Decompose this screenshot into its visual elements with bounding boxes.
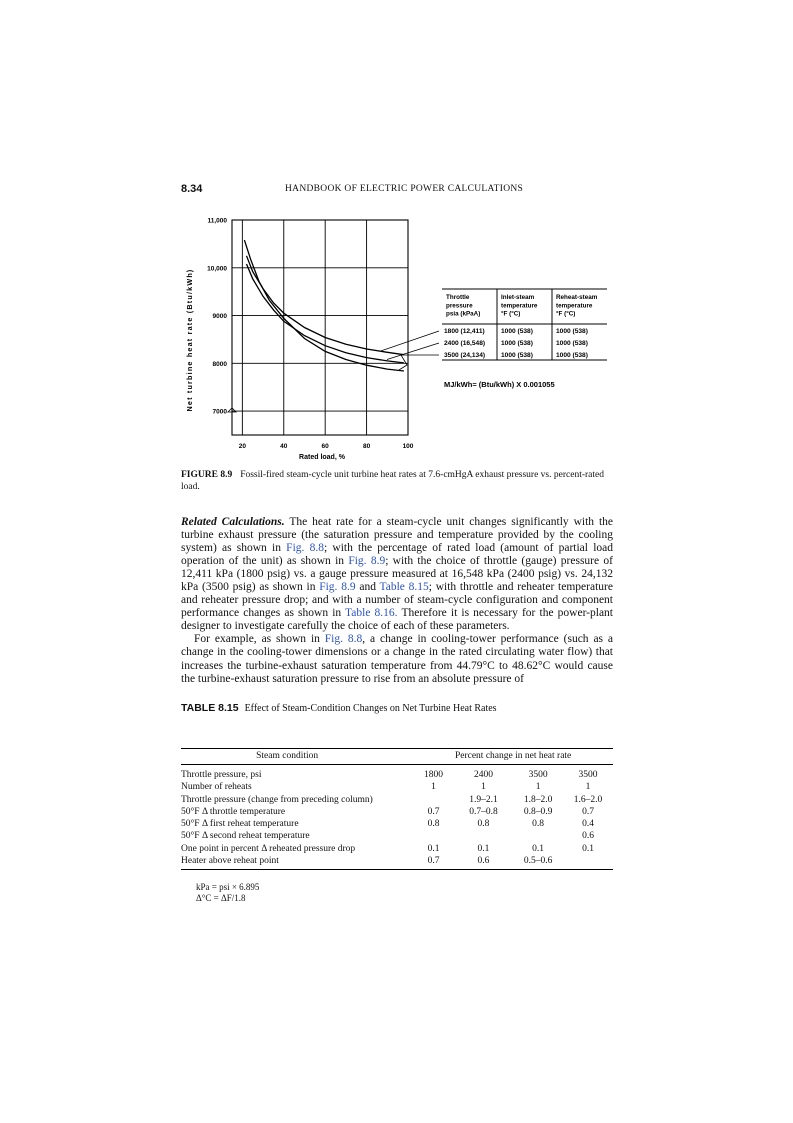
row-value: [563, 855, 613, 870]
row-value: [513, 830, 563, 842]
x-tick-label: 40: [280, 443, 288, 450]
row-value: 0.1: [477, 843, 490, 854]
row-label: One point in percent Δ reheated pressure drop: [181, 843, 356, 854]
legend-cell: 1800 (12,411): [444, 328, 485, 335]
row-value: 0.8: [427, 819, 440, 830]
text-run: ; with the percentage of rated load (amount of partial load operation of the unit) as shown in: [181, 542, 613, 568]
row-value: 1: [535, 782, 541, 793]
table-row: [181, 806, 613, 818]
row-value: 0.7–0.8: [469, 806, 498, 817]
link-table-8-16[interactable]: Table 8.16.: [345, 607, 398, 620]
legend-header: Reheat-steam temperature °F (°C): [556, 294, 598, 318]
row-value: 0.6: [582, 831, 594, 842]
heat-rate-figure: [175, 205, 615, 470]
x-tick-label: 80: [362, 443, 371, 450]
legend-cell: 1000 (538): [501, 328, 533, 335]
row-value: 1.8–2.0: [523, 794, 553, 805]
leader-line: [381, 331, 439, 351]
page-number: 8.34: [181, 183, 203, 195]
running-title: HANDBOOK OF ELECTRIC POWER CALCULATIONS: [285, 184, 524, 194]
text-run: ; with throttle and reheater temperature and reheater pressure drop; and with a number of steam-cycle configuration and component performance changes as shown in: [181, 581, 613, 620]
plot-area: [207, 218, 414, 451]
leader-line: [399, 355, 439, 370]
paragraph-2: [181, 633, 613, 685]
table-note: Δ°C = ΔF/1.8: [196, 893, 246, 903]
legend-cell: 1000 (538): [501, 352, 533, 359]
row-value: 3500: [528, 770, 548, 780]
table-header-steam-condition: Steam condition: [181, 749, 413, 765]
legend-cell: 3500 (24,134): [444, 352, 486, 359]
paragraph-1: [181, 516, 613, 633]
y-tick-label: 7000: [212, 408, 227, 416]
row-label: 50°F Δ throttle temperature: [181, 806, 286, 817]
row-value: 0.8: [532, 819, 545, 830]
y-axis-label: Net turbine heat rate (Btu/kWh): [185, 268, 194, 412]
y-tick-label: 8000: [212, 360, 227, 368]
row-label: 50°F Δ first reheat temperature: [181, 819, 299, 830]
row-value: 0.8–0.9: [523, 806, 553, 817]
legend-cell: 1000 (538): [556, 340, 588, 347]
table-row: [181, 843, 613, 855]
table-title: [181, 702, 497, 714]
table-row: [181, 855, 613, 870]
legend-cell: 1000 (538): [556, 328, 588, 335]
row-value: 0.8: [477, 819, 490, 830]
table-row: [181, 830, 613, 842]
table-label: TABLE 8.15: [181, 702, 239, 714]
row-value: 1: [431, 782, 436, 793]
row-label: Heater above reheat point: [181, 856, 279, 867]
row-value: 0.1: [427, 843, 440, 854]
y-tick-label: 9000: [212, 313, 227, 321]
row-value: 2400: [473, 770, 493, 780]
x-tick-label: 100: [402, 443, 414, 450]
row-value: 0.5–0.6: [523, 856, 553, 867]
row-value: 1.6–2.0: [573, 794, 603, 805]
text-run: , a change in cooling-tower performance (such as a change in the cooling-tower dimensions or a change in the rated circulating water flow) that increases the turbine-exhaust saturation temperature from 44.79°C to 48.62°C would cause the turbine-exhaust saturation pressure to rise from an absolute pressure of: [181, 633, 614, 685]
row-value: 0.7: [427, 856, 440, 867]
legend-cell: 1000 (538): [501, 340, 533, 347]
link-fig-8-8[interactable]: Fig. 8.8: [324, 633, 363, 646]
legend-header: Inlet-steam temperature °F (°C): [501, 294, 538, 318]
figure-caption-text: Fossil-fired steam-cycle unit turbine heat rates at 7.6-cmHgA exhaust pressure vs. percent-rated load.: [181, 470, 604, 492]
link-fig-8-9[interactable]: Fig. 8.9: [319, 581, 356, 594]
legend-header: Throttle pressure psia (kPaA): [446, 294, 481, 318]
plot-frame: [232, 220, 408, 435]
x-axis-label: Rated load, %: [299, 454, 345, 461]
row-value: 1800: [424, 770, 444, 780]
x-tick-label: 60: [321, 443, 329, 450]
row-label: 50°F Δ second reheat temperature: [181, 831, 310, 842]
row-value: 0.7: [582, 806, 594, 817]
table-row: [181, 818, 613, 830]
link-fig-8-8[interactable]: Fig. 8.8: [286, 542, 324, 555]
table-row: [181, 794, 613, 806]
row-value: 0.1: [532, 843, 545, 854]
row-value: [413, 830, 454, 842]
table-row: [181, 781, 613, 793]
table-note: kPa = psi × 6.895: [196, 882, 260, 892]
row-value: 0.4: [582, 819, 594, 830]
section-lead: Related Calculations.: [181, 516, 285, 528]
row-label: Throttle pressure (change from preceding column): [181, 794, 373, 805]
row-value: 0.1: [582, 843, 594, 854]
link-table-8-15[interactable]: Table 8.15: [379, 581, 429, 594]
y-tick-label: 10,000: [207, 265, 227, 273]
legend-table: [381, 289, 607, 370]
table-header-percent-change: Percent change in net heat rate: [413, 749, 613, 765]
row-value: [413, 794, 454, 806]
x-tick-label: 20: [238, 443, 246, 450]
text-run: ; with the choice of throttle (gauge) pressure of 12,411 kPa (1800 psig) vs. a gauge pressure measured at 16,548 kPa (2400 psig) vs. 24,132 kPa (3500 psig) as shown in: [181, 555, 613, 594]
conversion-note: MJ/kWh= (Btu/kWh) X 0.001055: [444, 380, 555, 389]
row-value: 3500: [578, 770, 598, 780]
legend-cell: 2400 (16,548): [444, 340, 486, 347]
body-text: [181, 516, 613, 686]
figure-label: FIGURE 8.9: [181, 470, 233, 480]
row-label: Throttle pressure, psi: [181, 770, 262, 780]
table-title-text: Effect of Steam-Condition Changes on Net Turbine Heat Rates: [244, 703, 497, 714]
row-value: [454, 830, 513, 842]
row-value: 0.7: [427, 806, 440, 817]
link-fig-8-9[interactable]: Fig. 8.9: [348, 555, 386, 568]
row-label: Number of reheats: [181, 782, 252, 793]
steam-condition-table: [181, 748, 613, 870]
text-run: For example, as shown in: [194, 633, 325, 646]
table-notes: [196, 882, 259, 904]
row-value: 1: [585, 782, 591, 793]
text-run: and: [355, 581, 380, 594]
text-run: The heat rate for a steam-cycle unit changes significantly with the turbine exhaust pressure (the saturation pressure and temperature provided by the cooling system) as shown in: [181, 516, 613, 555]
text-run: Therefore it is necessary for the power-plant designer to investigate carefully the choice of each of these parameters.: [181, 607, 613, 633]
y-tick-label: 11,000: [207, 217, 227, 225]
row-value: 1.9–2.1: [469, 794, 498, 805]
row-value: 1: [481, 782, 486, 793]
legend-cell: 1000 (538): [556, 352, 588, 359]
figure-caption: [181, 470, 613, 493]
row-value: 0.6: [477, 856, 490, 867]
leader-line: [387, 343, 439, 360]
table-row: [181, 765, 613, 782]
